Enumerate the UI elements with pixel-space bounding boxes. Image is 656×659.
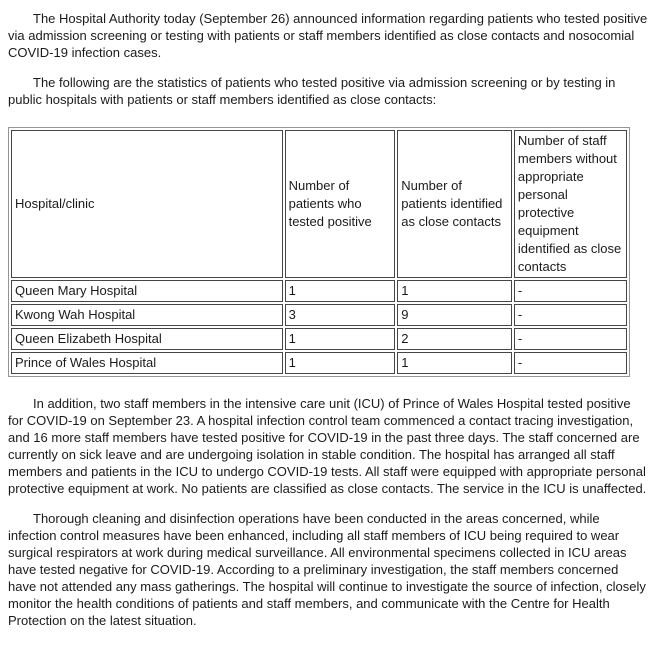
paragraph-announcement: The Hospital Authority today (September 26) announced information regarding patients who tested positive via admission screening or testing with patients or staff members identified as close contacts and nosocomial COVID-19 infection cases. — [8, 11, 648, 60]
cell-staff-without-ppe: - — [514, 304, 627, 326]
cell-hospital-name: Queen Elizabeth Hospital — [11, 328, 283, 350]
column-header-hospital-clinic: Hospital/clinic — [11, 130, 283, 278]
cell-hospital-name: Kwong Wah Hospital — [11, 304, 283, 326]
cell-patients-positive: 3 — [285, 304, 396, 326]
paragraph-cleaning-measures: Thorough cleaning and disinfection operations have been conducted in the areas concerned, while infection control measures have been enhanced, including all staff members of ICU being required to wear surgical respirators at work during medical surveillance. All environmental specimens collected in ICU areas have tested negative for COVID-19. According to a preliminary investigation, the staff members concerned have not attended any mass gatherings. The hospital will continue to investigate the source of infection, closely monitor the health conditions of patients and staff members, and communicate with the Centre for Health Protection on the latest situation. — [8, 511, 646, 628]
cell-patients-close-contacts: 2 — [397, 328, 512, 350]
table-row-queen-mary — [11, 280, 627, 302]
column-header-staff-without-ppe: Number of staff members without appropriate personal protective equipment identified as close contacts — [514, 130, 627, 278]
cell-patients-close-contacts: 1 — [397, 280, 512, 302]
paragraph-statistics-intro: The following are the statistics of patients who tested positive via admission screening or by testing in public hospitals with patients or staff members identified as close contacts: — [8, 75, 616, 107]
column-header-patients-close-contacts: Number of patients identified as close contacts — [397, 130, 512, 278]
table-row-queen-elizabeth — [11, 328, 627, 350]
table-row-kwong-wah — [11, 304, 627, 326]
cell-patients-positive: 1 — [285, 352, 396, 374]
cell-staff-without-ppe: - — [514, 328, 627, 350]
cell-staff-without-ppe: - — [514, 280, 627, 302]
table-header-row — [11, 130, 627, 278]
paragraph-icu-outbreak: In addition, two staff members in the intensive care unit (ICU) of Prince of Wales Hospital tested positive for COVID-19 on September 23. A hospital infection control team commenced a contact tracing investigation, and 16 more staff members have tested positive for COVID-19 in the past three days. The staff concerned are currently on sick leave and are undergoing isolation in stable condition. The hospital has arranged all staff members and patients in the ICU to undergo COVID-19 tests. All staff were equipped with appropriate personal protective equipment at work. No patients are classified as close contacts. The service in the ICU is unaffected. — [8, 396, 647, 496]
cell-patients-close-contacts: 1 — [397, 352, 512, 374]
cell-patients-close-contacts: 9 — [397, 304, 512, 326]
table-row-prince-of-wales — [11, 352, 627, 374]
cell-patients-positive: 1 — [285, 328, 396, 350]
cell-hospital-name: Prince of Wales Hospital — [11, 352, 283, 374]
cell-hospital-name: Queen Mary Hospital — [11, 280, 283, 302]
statistics-table — [8, 127, 630, 377]
cell-staff-without-ppe: - — [514, 352, 627, 374]
column-header-patients-tested-positive: Number of patients who tested positive — [285, 130, 396, 278]
cell-patients-positive: 1 — [285, 280, 396, 302]
